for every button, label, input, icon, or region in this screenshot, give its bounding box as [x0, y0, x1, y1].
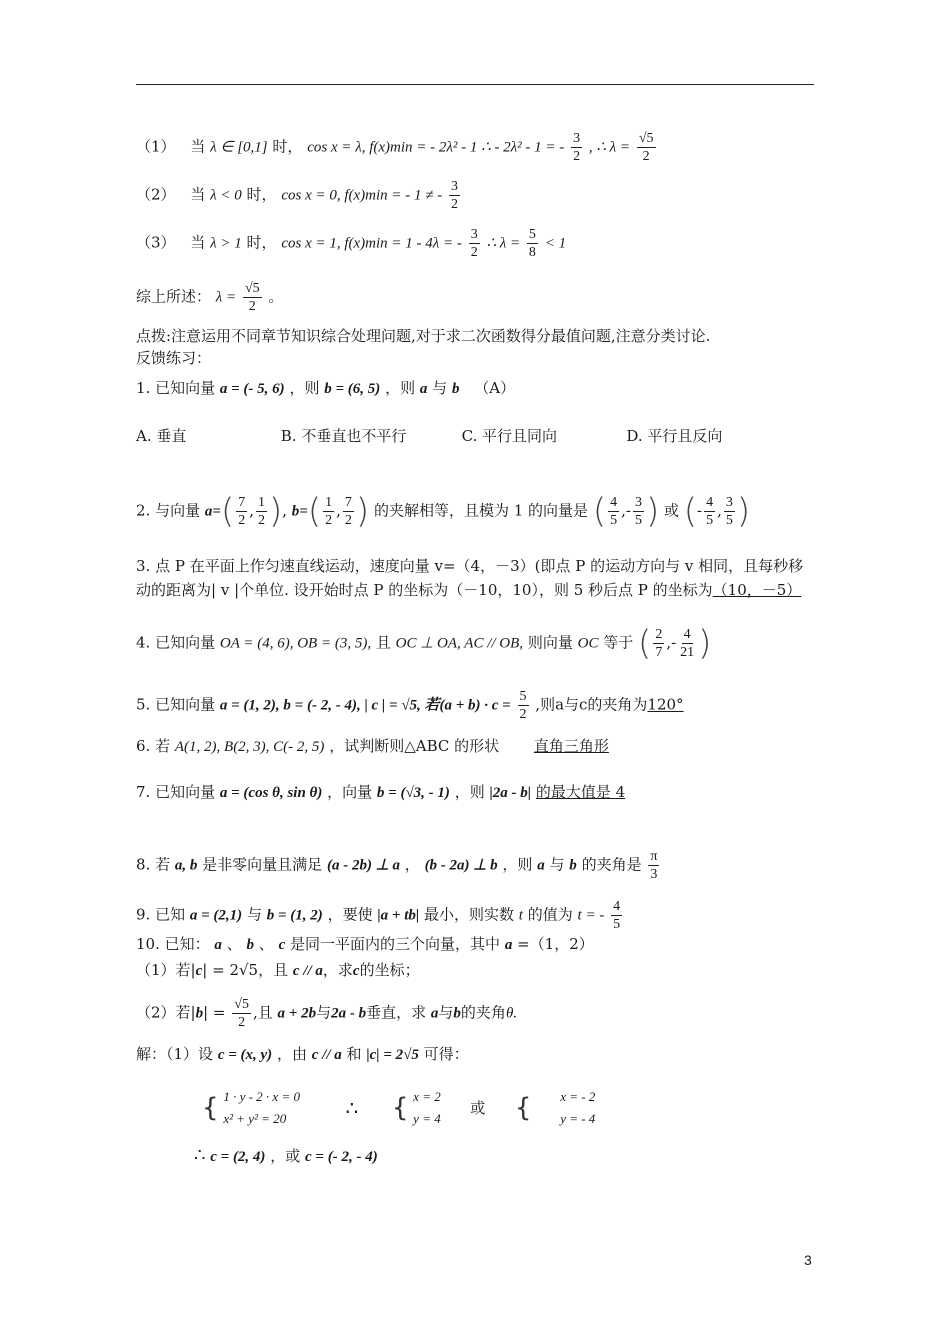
paren: ( — [592, 491, 607, 532]
math: c — [352, 963, 360, 979]
denominator: 8 — [528, 245, 536, 260]
fraction — [571, 130, 582, 165]
math: < 1 — [544, 235, 567, 252]
question-5 — [136, 688, 684, 723]
numerator: 5 — [528, 227, 536, 242]
fraction — [343, 494, 354, 529]
text: 当 — [190, 185, 206, 204]
equation: x = - 2 — [560, 1089, 596, 1104]
denominator: 21 — [680, 645, 695, 660]
denominator: 2 — [470, 245, 478, 260]
question-10-part-1 — [136, 960, 420, 981]
numerator: √5 — [638, 131, 654, 146]
text: 与 — [432, 379, 448, 397]
text: 当 — [190, 233, 206, 252]
brace: { — [391, 1093, 409, 1123]
text: 。 — [268, 287, 284, 306]
denominator: 2 — [238, 513, 246, 528]
text: 是同一平面内的三个向量，其中 — [290, 935, 501, 953]
feedback-heading: 反馈练习： — [136, 349, 212, 367]
option-d: D. 平行且反向 — [626, 427, 723, 445]
text: ，则 — [289, 379, 320, 397]
math: b — [569, 857, 577, 874]
text: 解：（1）设 — [136, 1045, 214, 1063]
solution-line-3 — [194, 1146, 378, 1167]
summary-line — [136, 280, 283, 315]
paren: ) — [268, 491, 283, 532]
fraction — [678, 626, 696, 661]
text: | = — [203, 1003, 226, 1022]
math: a = (- 5, 6) — [219, 381, 285, 397]
therefore: ∴ — [194, 1145, 206, 1166]
text: 时， — [272, 137, 303, 156]
answer: 120° — [647, 695, 684, 714]
text: 的夹解相等，且模为 1 的向量是 — [373, 501, 589, 520]
math: θ. — [505, 1005, 518, 1022]
case-label: （2） — [136, 185, 176, 204]
text: 是非零向量且满足 — [202, 855, 323, 874]
text: 垂直，求 — [366, 1003, 427, 1022]
numerator: 4 — [610, 495, 618, 510]
answer: 的最大值是 4 — [535, 783, 626, 801]
numerator: 2 — [655, 627, 663, 642]
math: a, b — [174, 857, 198, 874]
denominator: 2 — [238, 1015, 246, 1030]
answer: （A） — [474, 379, 516, 397]
question-2: 2. 与向量 a=( $\frac{7}{2}$ , $\frac{1}{2}$ ), b=( $\frac{1}{2}$ , $\frac{7}{2}$ ) 的夹解相等，且模为 1 的向量是 ( $\frac{4}{5}$ ,- $\frac{3}{5}$ ) 或 (- $\frac{4}{5}$ , $\frac{3}{5}$ ) — [136, 491, 751, 532]
math: cos x = 1, f(x)min = 1 - 4λ = - — [281, 235, 462, 252]
denominator: 2 — [257, 513, 265, 528]
text: （2）若| — [136, 1003, 196, 1022]
denominator: 5 — [706, 513, 714, 528]
system-3 — [560, 1086, 595, 1130]
case-1-line — [136, 130, 658, 165]
text: 时， — [246, 233, 277, 252]
math: , ∴ λ = — [588, 139, 631, 156]
text: ，由 — [276, 1045, 307, 1063]
text: 等于 — [603, 633, 634, 652]
question-4: 4. 已知向量 OA = (4, 6), OB = (3, 5), 且 OC ⊥ OA, AC // OB, 则向量 OC 等于 ( $\frac{2}{7}$ ,- $\frac{4}{21}$ ) — [136, 623, 712, 664]
text: ,且 — [252, 1003, 273, 1022]
math: OA = (4, 6), OB = (3, 5), — [219, 635, 372, 652]
brace: { — [202, 1093, 219, 1123]
text: 10. 已知： — [136, 935, 210, 953]
denominator: 3 — [650, 867, 658, 882]
fraction — [704, 494, 715, 529]
denominator: 2 — [519, 707, 527, 722]
denominator: 5 — [610, 513, 618, 528]
math: |c| = 2√5 — [366, 1047, 419, 1063]
text: =（1，2） — [517, 935, 594, 953]
fraction — [323, 494, 334, 529]
math: c // a — [292, 963, 323, 979]
case-1-condition: λ ∈ [0,1] — [210, 139, 268, 156]
text: 与 — [549, 855, 565, 874]
numerator: 3 — [451, 179, 459, 194]
case-1-math: cos x = λ, f(x)min = - 2λ² - 1 ∴ - 2λ² - 1 = - — [307, 139, 565, 156]
question-1-options — [136, 426, 722, 446]
brace: { — [514, 1093, 532, 1123]
fraction — [527, 226, 538, 261]
math: OC — [577, 635, 599, 652]
fraction — [449, 178, 460, 213]
math: a = (cos θ, sin θ) — [219, 785, 323, 801]
numerator: 3 — [725, 495, 733, 510]
math: 2a - b — [331, 1005, 367, 1022]
math: b = (6, 5) — [324, 381, 381, 397]
text: 与 — [316, 1003, 332, 1022]
text: 或 — [470, 1099, 486, 1117]
question-1 — [136, 378, 515, 399]
text: 7. 已知向量 — [136, 783, 216, 801]
text: ，要使 — [327, 905, 373, 924]
paren: ) — [736, 491, 751, 532]
fraction — [243, 280, 262, 315]
text: ，试判断则△ABC 的形状 — [329, 737, 500, 755]
solution-line-1 — [136, 1044, 469, 1065]
fraction — [232, 996, 251, 1031]
question-3-line-2 — [136, 580, 801, 600]
math: b — [453, 1005, 461, 1022]
math: cos x = 0, f(x)min = - 1 ≠ - — [281, 187, 443, 204]
math: b — [195, 1005, 204, 1022]
answer: 直角三角形 — [533, 737, 609, 755]
text: （1）若| — [136, 961, 196, 979]
text: 的坐标； — [359, 961, 420, 979]
paren: ( — [220, 491, 235, 532]
numerator: 1 — [325, 495, 333, 510]
denominator: 5 — [634, 513, 642, 528]
denominator: 2 — [642, 149, 650, 164]
math: c // a — [311, 1047, 342, 1063]
math: a — [537, 857, 545, 874]
fraction — [608, 494, 619, 529]
numerator: π — [650, 849, 658, 864]
math: (b - 2a) ⊥ b — [424, 857, 498, 874]
therefore: ∴ — [345, 1096, 359, 1120]
denominator: 2 — [248, 299, 256, 314]
text: ，则 — [385, 379, 416, 397]
text: 9. 已知 — [136, 905, 186, 924]
paren: ( — [683, 491, 698, 532]
case-label: （3） — [136, 233, 176, 252]
system-1 — [223, 1086, 300, 1130]
fraction — [236, 494, 247, 529]
question-3-line-1: 3. 点 P 在平面上作匀速直线运动，速度向量 v=（4，－3）(即点 P 的运动方向与 v 相同，且每秒移 — [136, 557, 804, 575]
fraction — [637, 130, 656, 165]
text: | = 2√5，且 — [202, 961, 289, 979]
text: 与 — [246, 905, 262, 924]
math: b — [451, 381, 460, 397]
numerator: 4 — [683, 627, 691, 642]
math: c = (2, 4) — [210, 1149, 266, 1165]
numerator: 5 — [519, 689, 527, 704]
math: |2a - b| — [489, 785, 532, 801]
fraction — [633, 494, 644, 529]
text: 最小，则实数 — [423, 905, 514, 924]
denominator: 7 — [655, 645, 663, 660]
math: a — [430, 1005, 439, 1022]
fraction — [724, 494, 735, 529]
math: (a - 2b) ⊥ a — [326, 857, 401, 874]
text: 当 — [190, 137, 206, 156]
math: c — [278, 937, 286, 953]
math: ∴ λ = — [486, 235, 521, 252]
text: 动的距离为| v |个单位. 设开始时点 P 的坐标为（－10，10），则 5 秒后点 P 的坐标为 — [136, 581, 713, 599]
denominator: 2 — [344, 513, 352, 528]
text: 的夹角是 — [581, 855, 642, 874]
paren: ) — [698, 623, 712, 664]
option-a: A. 垂直 — [136, 427, 187, 445]
text: 和 — [346, 1045, 362, 1063]
equation: 1 · y - 2 · x = 0 — [223, 1089, 300, 1104]
math: b — [246, 937, 254, 953]
option-c: C. 平行且同向 — [461, 427, 558, 445]
header-rule — [136, 84, 814, 85]
page-number: 3 — [804, 1252, 812, 1268]
question-10-part-2 — [136, 996, 517, 1031]
numerator: 1 — [257, 495, 265, 510]
paren: ) — [645, 491, 660, 532]
question-6 — [136, 736, 649, 757]
math: t — [518, 907, 523, 924]
paren: ) — [355, 491, 370, 532]
fraction — [648, 848, 659, 883]
numerator: 7 — [344, 495, 352, 510]
text: ，求 — [322, 961, 353, 979]
equation: x² + y² = 20 — [223, 1111, 287, 1126]
math: c — [195, 963, 203, 979]
math: A(1, 2), B(2, 3), C(- 2, 5) — [174, 739, 325, 755]
text: ，或 — [270, 1147, 301, 1165]
solution-systems — [202, 1086, 595, 1130]
condition: λ > 1 — [210, 235, 242, 252]
math: OC ⊥ OA, AC // OB, — [395, 635, 524, 652]
denominator: 5 — [613, 917, 621, 932]
fraction — [256, 494, 267, 529]
math: a — [214, 937, 222, 953]
case-2-line — [136, 178, 462, 213]
fraction — [469, 226, 480, 261]
equation: x = 2 — [413, 1089, 441, 1104]
text: 、 — [258, 935, 274, 953]
text: 与 — [438, 1003, 454, 1022]
numerator: 3 — [470, 227, 478, 242]
math: a + 2b — [277, 1005, 317, 1022]
math: λ = — [215, 289, 237, 306]
numerator: √5 — [234, 997, 249, 1012]
text: 的夹角 — [460, 1003, 506, 1022]
numerator: √5 — [244, 281, 260, 296]
denominator: 2 — [451, 197, 459, 212]
text: 则向量 — [527, 633, 573, 652]
question-8: 8. 若 a, b 是非零向量且满足 (a - 2b) ⊥ a ， (b - 2a) ⊥ b ，则 a 与 b 的夹角是 $\frac{\pi}{3}$ — [136, 849, 658, 882]
text: 、 — [226, 935, 242, 953]
text: 时， — [246, 185, 277, 204]
math: a = (1, 2), b = (- 2, - 4), | c | = √5, 若(a + b) · c = — [219, 697, 511, 714]
text: 6. 若 — [136, 737, 171, 755]
fraction — [653, 626, 664, 661]
denominator: 2 — [325, 513, 333, 528]
text: ,则a与c的夹角为 — [535, 695, 648, 714]
question-7 — [136, 782, 651, 803]
text: ，向量 — [327, 783, 373, 801]
case-3-line — [136, 226, 566, 261]
math: |a + tb| — [377, 907, 420, 924]
system-2 — [413, 1086, 441, 1130]
denominator: 2 — [573, 149, 581, 164]
answer: （10，－5） — [712, 581, 802, 599]
option-b: B. 不垂直也不平行 — [280, 427, 407, 445]
text: ，则 — [502, 855, 533, 874]
text: 1. 已知向量 — [136, 379, 216, 397]
text: 5. 已知向量 — [136, 695, 216, 714]
math: c = (- 2, - 4) — [305, 1149, 378, 1165]
fraction — [518, 688, 529, 723]
text: 综上所述： — [136, 287, 212, 306]
text: 的值为 — [527, 905, 573, 924]
numerator: 7 — [238, 495, 246, 510]
tip-line: 点拨:注意运用不同章节知识综合处理问题,对于求二次函数得分最值问题,注意分类讨论. — [136, 327, 711, 345]
numerator: 3 — [573, 131, 581, 146]
equation: y = - 4 — [560, 1111, 596, 1126]
text: ，则 — [454, 783, 485, 801]
fraction — [611, 898, 622, 933]
text: 4. 已知向量 — [136, 633, 216, 652]
math: c = (x, y) — [217, 1047, 273, 1063]
paren: ( — [307, 491, 322, 532]
math: a — [504, 937, 513, 953]
case-label: （1） — [136, 137, 176, 156]
text: 且 — [375, 633, 391, 652]
text: 8. 若 — [136, 855, 171, 874]
text: 或 — [663, 501, 679, 520]
math: a = (2,1) — [189, 907, 243, 924]
math: b = (1, 2) — [266, 907, 323, 924]
paren: ( — [638, 623, 652, 664]
text: 2. 与向量 — [136, 501, 201, 520]
numerator: 4 — [613, 899, 621, 914]
math: b= — [291, 503, 308, 520]
equation: y = 4 — [413, 1111, 441, 1126]
question-9 — [136, 898, 624, 933]
text: 可得： — [423, 1045, 469, 1063]
numerator: 3 — [634, 495, 642, 510]
math: t = - — [577, 907, 605, 924]
question-10 — [136, 934, 594, 955]
math: a= — [204, 503, 221, 520]
math: a — [419, 381, 428, 397]
condition: λ < 0 — [210, 187, 242, 204]
numerator: 4 — [706, 495, 714, 510]
denominator: 5 — [725, 513, 733, 528]
math: b = (√3, - 1) — [376, 785, 450, 801]
